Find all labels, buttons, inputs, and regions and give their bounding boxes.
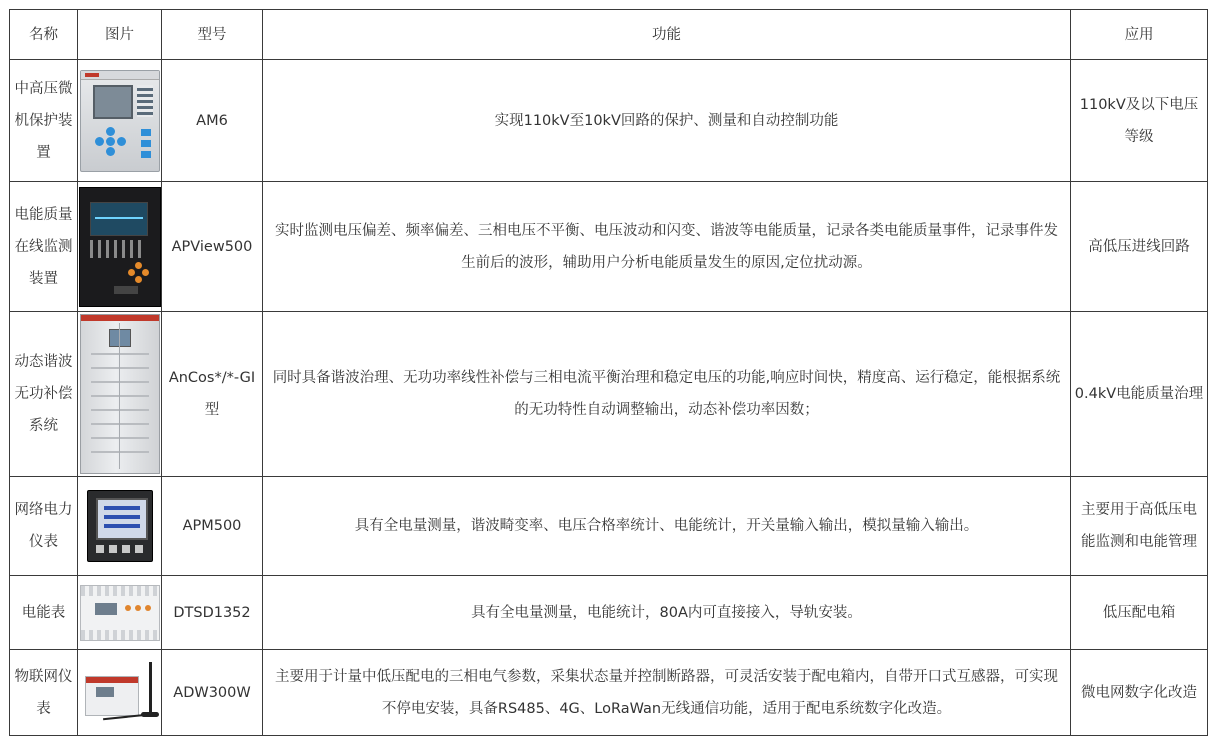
header-application: 应用 [1071,10,1208,60]
table-header-row [10,10,1208,60]
header-image: 图片 [78,10,162,60]
cell-model: DTSD1352 [162,576,263,650]
energy-meter-image [80,585,160,641]
cell-image [78,312,162,477]
cell-model: APView500 [162,182,263,312]
table-row [10,60,1208,182]
power-meter-image [87,490,153,562]
cell-name: 物联网仪表 [10,650,78,736]
table-row [10,182,1208,312]
cell-function: 具有全电量测量，谐波畸变率、电压合格率统计、电能统计，开关量输入输出，模拟量输入输出。 [263,477,1071,576]
cell-model: APM500 [162,477,263,576]
cell-function: 具有全电量测量，电能统计，80A内可直接接入，导轨安装。 [263,576,1071,650]
cell-image [78,650,162,736]
cell-image [78,576,162,650]
cell-application: 高低压进线回路 [1071,182,1208,312]
table-row [10,576,1208,650]
harmonic-compensation-cabinet-image [80,314,160,474]
cell-image [78,60,162,182]
cell-name: 中高压微机保护装置 [10,60,78,182]
cell-model: AnCos*/*-GⅠ型 [162,312,263,477]
cell-application: 低压配电箱 [1071,576,1208,650]
table-row [10,477,1208,576]
cell-function: 实现110kV至10kV回路的保护、测量和自动控制功能 [263,60,1071,182]
cell-application: 110kV及以下电压等级 [1071,60,1208,182]
cell-name: 网络电力仪表 [10,477,78,576]
relay-protection-device-image [80,70,160,172]
cell-function: 同时具备谐波治理、无功功率线性补偿与三相电流平衡治理和稳定电压的功能,响应时间快，精度高、运行稳定，能根据系统的无功特性自动调整输出，动态补偿功率因数； [263,312,1071,477]
cell-image [78,477,162,576]
cell-name: 电能质量在线监测装置 [10,182,78,312]
header-function: 功能 [263,10,1071,60]
header-model: 型号 [162,10,263,60]
cell-application: 微电网数字化改造 [1071,650,1208,736]
cell-name: 电能表 [10,576,78,650]
cell-application: 0.4kV电能质量治理 [1071,312,1208,477]
table-row [10,312,1208,477]
table-row [10,650,1208,736]
cell-function: 主要用于计量中低压配电的三相电气参数，采集状态量并控制断路器，可灵活安装于配电箱内，自带开口式互感器，可实现不停电安装，具备RS485、4G、LoRaWan无线通信功能，适用于配电系统数字化改造。 [263,650,1071,736]
cell-application: 主要用于高低压电能监测和电能管理 [1071,477,1208,576]
iot-meter-image [81,660,159,726]
cell-name: 动态谐波无功补偿系统 [10,312,78,477]
header-name: 名称 [10,10,78,60]
cell-model: ADW300W [162,650,263,736]
cell-image [78,182,162,312]
power-quality-monitor-image [79,187,161,307]
cell-model: AM6 [162,60,263,182]
product-table [9,9,1208,736]
cell-function: 实时监测电压偏差、频率偏差、三相电压不平衡、电压波动和闪变、谐波等电能质量，记录各类电能质量事件，记录事件发生前后的波形，辅助用户分析电能质量发生的原因,定位扰动源。 [263,182,1071,312]
